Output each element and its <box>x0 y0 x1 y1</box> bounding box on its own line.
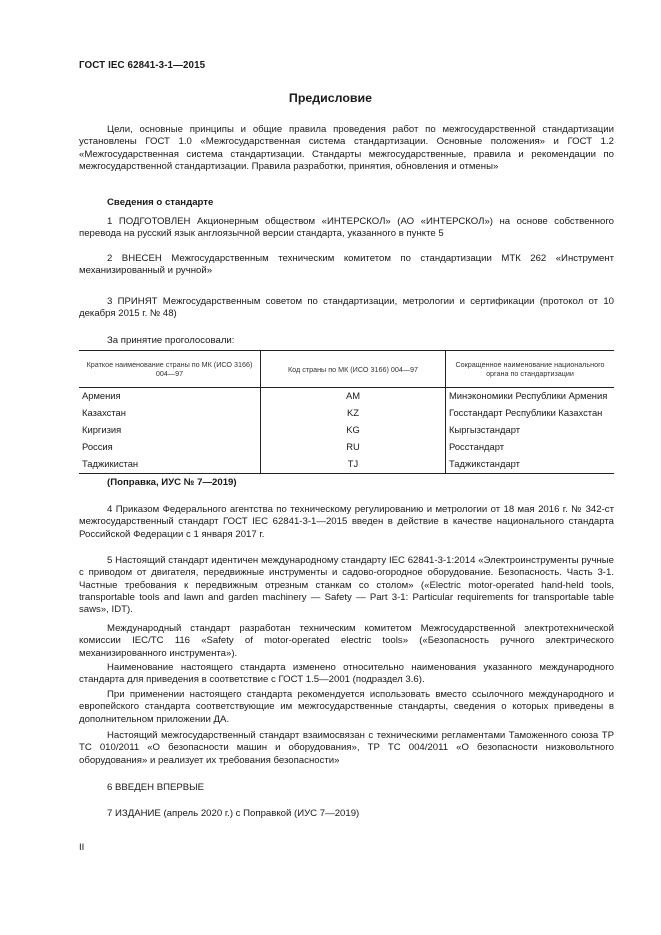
country-code-cell: KG <box>261 422 446 439</box>
tc-paragraph: Международный стандарт разработан техническим комитетом Межгосударственной электротехнической комиссии IEC/TC 116 «Safety of motor-operated electric tools» («Безопасность ручного электрического механизированного инструмента»). <box>79 623 614 659</box>
name-change-paragraph: Наименование настоящего стандарта изменено относительно наименования указанного международного стандарта для приведения в соответствие с ГОСТ 1.5—2001 (подраздел 3.6). <box>79 662 614 686</box>
table-row <box>79 439 614 456</box>
page-number: II <box>79 842 85 853</box>
technical-regulations-paragraph: Настоящий межгосударственный стандарт взаимосвязан с техническими регламентами Таможенного союза ТР ТС 010/2011 «О безопасности машин и оборудования», ТР ТС 004/2011 «О безопасности низковольтного оборудования» и реализует их требования безопасности» <box>79 730 614 766</box>
vote-label: За принятие проголосовали: <box>107 335 235 346</box>
national-body-cell: Росстандарт <box>449 441 504 453</box>
national-body-cell: Таджикстандарт <box>446 456 615 474</box>
voting-table <box>79 350 614 474</box>
table-row <box>79 405 614 422</box>
references-paragraph: При применении настоящего стандарта рекомендуется использовать вместо ссылочного международного и европейского стандарта соответствующие им межгосударственные стандарты, сведения о которых приведены в дополнительном приложении ДА. <box>79 689 614 725</box>
national-body-cell: Кыргызстандарт <box>449 424 521 436</box>
page-title: Предисловие <box>288 91 373 105</box>
item-2-paragraph: 2 ВНЕСЕН Межгосударственным техническим комитетом по стандартизации МТК 262 «Инструмент механизированный и ручной» <box>79 253 614 277</box>
table-header-cell: Код страны по МК (ИСО 3166) 004—97 <box>261 351 446 388</box>
country-name-cell: Россия <box>79 439 261 456</box>
item-5-paragraph: 5 Настоящий стандарт идентичен международному стандарту IEC 62841-3-1:2014 «Электроинструменты ручные с приводом от двигателя, передвижные инструменты и садово-огородное оборудование. Безопасность. Часть 3-1. Частные требования к передвижным отрезным станкам со столом» («Electric motor-operated hand-held tools, transportable tools and lawn and garden machinery — Safety — Part 3-1: Particular requirements for transportable table saws», IDT). <box>79 555 614 616</box>
table-row <box>79 456 614 474</box>
national-body-cell: Госстандарт Республики Казахстан <box>449 407 603 419</box>
table-header-cell: Сокращенное наименование национального органа по стандартизации <box>446 351 615 388</box>
country-name-cell: Таджикистан <box>79 456 261 474</box>
section-heading: Сведения о стандарте <box>107 197 214 208</box>
country-code-cell: AM <box>261 388 446 406</box>
item-6-paragraph: 6 ВВЕДЕН ВПЕРВЫЕ <box>107 782 205 793</box>
table-row <box>79 388 614 406</box>
intro-paragraph: Цели, основные принципы и общие правила проведения работ по межгосударственной стандартизации установлены ГОСТ 1.0 «Межгосударственная система стандартизации. Основные положения» и ГОСТ 1.2 «Межгосударственная система стандартизации. Стандарты межгосударственные, правила и рекомендации по межгосударственной стандартизации. Правила разработки, принятия, обновления и отмены» <box>79 124 614 172</box>
item-7-paragraph: 7 ИЗДАНИЕ (апрель 2020 г.) с Поправкой (ИУС 7—2019) <box>107 808 360 819</box>
item-3-paragraph: 3 ПРИНЯТ Межгосударственным советом по стандартизации, метрологии и сертификации (протокол от 10 декабря 2015 г. № 48) <box>79 296 614 320</box>
country-code-cell: TJ <box>261 456 446 474</box>
country-code-cell: RU <box>261 439 446 456</box>
table-row <box>79 422 614 439</box>
document-header-id: ГОСТ IEC 62841-3-1—2015 <box>79 60 206 71</box>
amendment-note: (Поправка, ИУС № 7—2019) <box>107 477 237 488</box>
table-header-row <box>79 351 614 388</box>
country-code-cell: KZ <box>261 405 446 422</box>
item-1-paragraph: 1 ПОДГОТОВЛЕН Акционерным обществом «ИНТЕРСКОЛ» (АО «ИНТЕРСКОЛ») на основе собственного перевода на русский язык англоязычной версии стандарта, указанного в пункте 5 <box>79 216 614 240</box>
country-name-cell: Казахстан <box>79 405 261 422</box>
table-header-cell: Краткое наименование страны по МК (ИСО 3166) 004—97 <box>79 351 261 388</box>
country-name-cell: Киргизия <box>79 422 261 439</box>
item-4-paragraph: 4 Приказом Федерального агентства по техническому регулированию и метрологии от 18 мая 2016 г. № 342-ст межгосударственный стандарт ГОСТ IEC 62841-3-1—2015 введен в действие в качестве национального стандарта Российской Федерации с 1 января 2017 г. <box>79 504 614 540</box>
country-name-cell: Армения <box>79 388 261 406</box>
national-body-cell: Минэкономики Республики Армения <box>449 390 608 402</box>
